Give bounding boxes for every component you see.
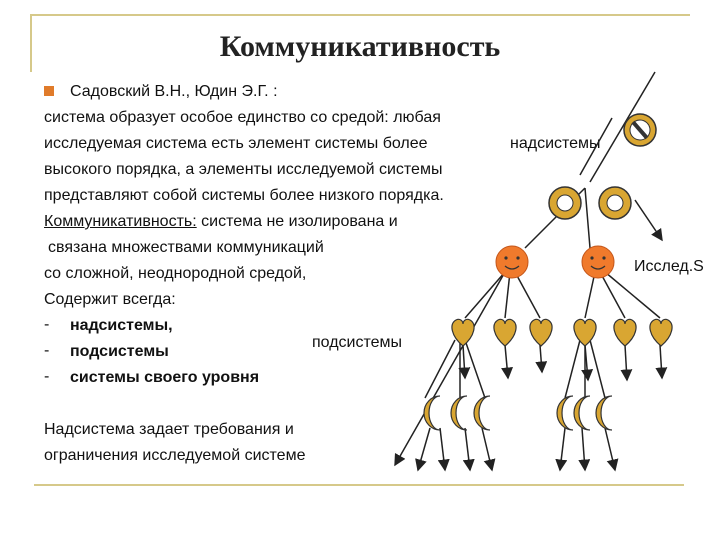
heart-node-1 — [452, 319, 474, 346]
edge-heart-5-down — [625, 345, 627, 380]
moon-node-1 — [424, 396, 440, 430]
list-item-same-level: системы своего уровня — [70, 369, 260, 386]
label-supersystems: надсистемы — [510, 135, 601, 152]
heart-node-2 — [494, 319, 516, 346]
dash-3: - — [44, 368, 50, 385]
edge-moon-5-down — [560, 428, 565, 470]
edge-smiley-to-heart-1 — [465, 272, 505, 318]
slide-title: Коммуникативность — [219, 30, 501, 63]
no-entry-icon — [624, 114, 656, 146]
moon-node-2 — [451, 396, 467, 430]
edge-heart-to-moon-3 — [465, 340, 485, 398]
edge-heart-to-moon-6 — [590, 340, 605, 398]
moon-node-5 — [574, 396, 590, 430]
list-item-supersystems: надсистемы, — [70, 317, 173, 334]
text-line-5: представляют собой системы более низкого порядка. — [44, 187, 444, 204]
heart-node-5 — [614, 319, 636, 346]
edge-moon-1-down — [418, 428, 430, 470]
edge-moon-2-down — [440, 428, 445, 470]
edge-heart-3-down — [540, 345, 542, 372]
edge-smiley-to-heart-3 — [515, 272, 540, 318]
edge-heart-2-down — [505, 345, 508, 378]
text-footer-2: ограничения исследуемой системе — [44, 447, 306, 464]
text-footer-1: Надсистема задает требования и — [44, 421, 294, 438]
edge-to-studied — [635, 200, 662, 240]
moon-nodes — [424, 396, 612, 430]
heart-node-4 — [574, 319, 596, 346]
text-line-9: Содержит всегда: — [44, 291, 176, 308]
list-item-subsystems: подсистемы — [70, 343, 169, 360]
edge-smiley-down-long — [395, 272, 505, 465]
edge-super-to-level2 — [580, 118, 612, 175]
edge-moon-7-down — [605, 428, 615, 470]
moon-node-6 — [596, 396, 612, 430]
smiley-node-right — [582, 246, 614, 278]
edge-moon-6-down — [582, 428, 585, 470]
moon-node-3 — [474, 396, 490, 430]
ring-node-right — [599, 187, 631, 219]
text-line-8: со сложной, неоднородной средой, — [44, 265, 307, 282]
text-line-4: высокого порядка, а элементы исследуемой системы — [44, 161, 443, 178]
edge-smiley-to-heart-2 — [505, 272, 510, 318]
smiley-node-left — [496, 246, 528, 278]
ring-node-left — [549, 187, 581, 219]
edge-moon-4-down — [482, 428, 492, 470]
edge-heart-6-down — [660, 345, 662, 378]
label-subsystems: подсистемы — [312, 334, 403, 351]
edge-heart-1-down — [463, 345, 465, 378]
dash-2: - — [44, 342, 50, 359]
text-authors: Садовский В.Н., Юдин Э.Г. : — [70, 83, 278, 100]
diagram-edges — [395, 72, 662, 470]
edge-smiley-to-heart-4 — [585, 272, 595, 318]
moon-node-4 — [557, 396, 573, 430]
edge-level2-to-smiley-right — [585, 188, 590, 248]
text-line-7: связана множествами коммуникаций — [48, 239, 324, 256]
heart-node-3 — [530, 319, 552, 346]
text-line-3: исследуемая система есть элемент системы более — [44, 135, 428, 152]
dash-1: - — [44, 316, 50, 333]
edge-heart-to-moon-4 — [565, 340, 580, 398]
text-communicativeness-term: Коммуникативность: — [44, 213, 197, 230]
heart-node-6 — [650, 319, 672, 346]
edge-moon-3-down — [465, 428, 470, 470]
label-studied-system: Исслед.S — [634, 258, 704, 275]
heart-nodes — [452, 319, 672, 346]
text-line-2: система образует особое единство со средой: любая — [44, 109, 441, 126]
text-line-6-rest: система не изолирована и — [196, 213, 398, 230]
